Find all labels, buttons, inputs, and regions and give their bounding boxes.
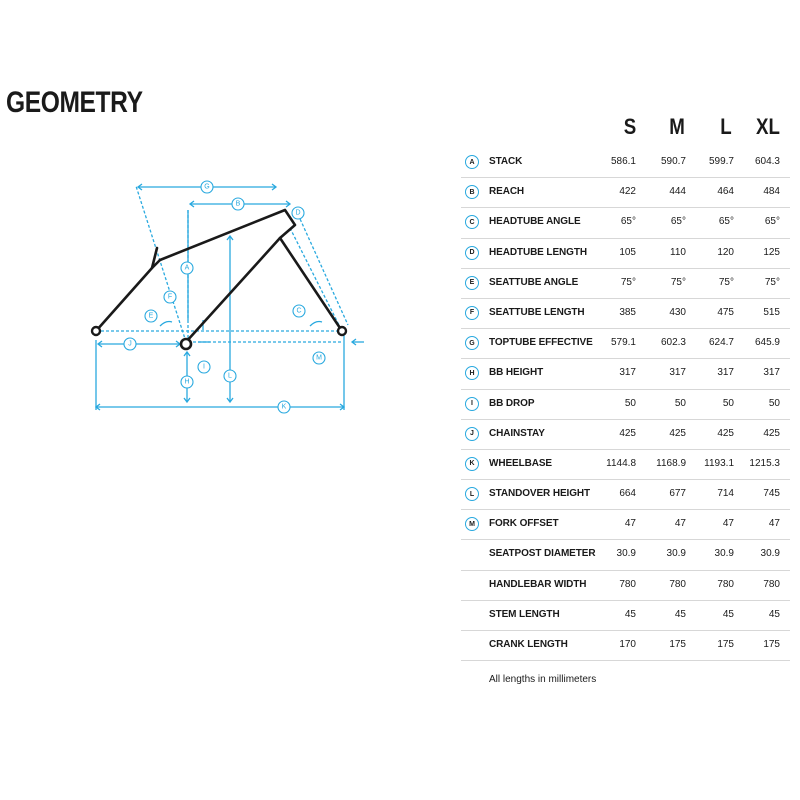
diagram-label-d: D [295, 209, 301, 217]
row-value-m: 30.9 [666, 548, 686, 560]
row-key-badge: C [465, 215, 479, 229]
table-row [461, 390, 790, 420]
row-value-s: 385 [619, 306, 636, 318]
row-value-xl: 50 [768, 397, 780, 409]
row-value-xl: 175 [763, 639, 780, 650]
diagram-label-j: J [128, 340, 132, 348]
row-value-s: 1144.8 [606, 457, 636, 469]
row-key-badge: K [465, 457, 479, 471]
row-value-l: 317 [717, 367, 734, 379]
row-name: SEATTUBE ANGLE [489, 276, 579, 288]
size-header-m: M [669, 114, 685, 139]
row-value-l: 1193.1 [704, 457, 734, 469]
row-name: STANDOVER HEIGHT [489, 488, 590, 500]
table-row [461, 540, 790, 570]
row-value-s: 664 [619, 488, 636, 500]
row-name: HEADTUBE LENGTH [489, 246, 587, 258]
row-key-badge: A [465, 155, 479, 169]
row-value-l: 464 [717, 186, 734, 198]
row-value-xl: 604.3 [754, 156, 780, 167]
row-value-xl: 484 [763, 186, 780, 198]
row-key-badge: B [465, 185, 479, 199]
row-value-xl: 425 [763, 427, 780, 439]
row-value-l: 475 [717, 306, 734, 318]
row-value-l: 120 [717, 246, 734, 258]
diagram-label-m: M [316, 354, 322, 362]
row-value-l: 714 [717, 488, 734, 500]
row-value-l: 425 [717, 427, 734, 439]
row-name: FORK OFFSET [489, 518, 559, 530]
row-value-s: 45 [624, 608, 636, 620]
row-value-s: 30.9 [616, 548, 636, 560]
diagram-label-l: L [228, 372, 232, 380]
table-row [461, 631, 790, 661]
row-value-l: 780 [717, 578, 734, 590]
diagram-label-e: E [148, 312, 154, 320]
row-value-xl: 645.9 [754, 337, 780, 349]
row-value-s: 75° [620, 276, 636, 288]
row-value-s: 425 [619, 427, 636, 439]
row-key-badge: L [465, 487, 479, 501]
row-name: STACK [489, 156, 523, 167]
row-value-m: 444 [669, 186, 686, 198]
row-value-s: 586.1 [610, 156, 636, 167]
row-value-l: 75° [718, 276, 734, 288]
diagram-label-a: A [184, 264, 190, 272]
row-value-xl: 30.9 [760, 548, 780, 560]
row-value-xl: 515 [763, 306, 780, 318]
row-key-badge: G [465, 336, 479, 350]
row-value-s: 317 [619, 367, 636, 379]
row-name: CHAINSTAY [489, 427, 545, 439]
row-value-xl: 745 [763, 488, 780, 500]
row-value-xl: 780 [763, 578, 780, 590]
row-value-m: 602.3 [660, 337, 686, 349]
row-value-xl: 47 [768, 518, 780, 530]
row-value-l: 624.7 [708, 337, 734, 349]
row-name: SEATPOST DIAMETER [489, 548, 596, 560]
row-value-m: 65° [670, 216, 686, 228]
diagram-label-i: I [203, 363, 205, 371]
row-name: CRANK LENGTH [489, 639, 568, 650]
size-header-l: L [720, 114, 732, 139]
row-value-xl: 75° [764, 276, 780, 288]
row-value-m: 425 [669, 427, 686, 439]
row-name: HANDLEBAR WIDTH [489, 578, 587, 590]
row-name: REACH [489, 186, 525, 198]
row-value-s: 579.1 [610, 337, 636, 349]
row-value-m: 590.7 [660, 156, 686, 167]
row-key-badge: J [465, 427, 479, 441]
frame-diagram-svg [80, 170, 380, 430]
row-value-s: 170 [619, 639, 636, 650]
row-value-m: 175 [669, 639, 686, 650]
row-value-s: 50 [624, 397, 636, 409]
row-name: SEATTUBE LENGTH [489, 306, 585, 318]
geometry-table [461, 148, 790, 661]
table-row [461, 480, 790, 510]
row-value-m: 430 [669, 306, 686, 318]
row-name: TOPTUBE EFFECTIVE [489, 337, 593, 349]
row-value-xl: 1215.3 [749, 457, 780, 469]
table-row [461, 329, 790, 359]
table-row [461, 359, 790, 389]
row-key-badge: F [465, 306, 479, 320]
row-key-badge: M [465, 517, 479, 531]
row-value-l: 599.7 [708, 156, 734, 167]
diagram-label-g: G [204, 183, 210, 191]
row-value-xl: 65° [764, 216, 780, 228]
row-name: STEM LENGTH [489, 608, 560, 620]
row-value-l: 50 [722, 397, 734, 409]
row-value-l: 47 [722, 518, 734, 530]
row-value-l: 30.9 [714, 548, 734, 560]
row-value-s: 65° [620, 216, 636, 228]
row-value-s: 780 [619, 578, 636, 590]
row-value-m: 45 [674, 608, 686, 620]
diagram-label-c: C [296, 307, 302, 315]
table-row [461, 601, 790, 631]
row-value-m: 75° [670, 276, 686, 288]
table-row [461, 510, 790, 540]
row-value-xl: 45 [768, 608, 780, 620]
row-key-badge: E [465, 276, 479, 290]
table-row [461, 420, 790, 450]
size-header-xl: XL [756, 114, 780, 139]
row-value-l: 175 [717, 639, 734, 650]
seat-axis-line [136, 186, 186, 342]
diagram-label-k: K [281, 403, 287, 411]
diagram-label-h: H [184, 378, 190, 386]
row-name: BB DROP [489, 397, 535, 409]
row-name: BB HEIGHT [489, 367, 544, 379]
table-row [461, 450, 790, 480]
row-name: HEADTUBE ANGLE [489, 216, 581, 228]
row-value-s: 47 [624, 518, 636, 530]
units-footnote: All lengths in millimeters [489, 674, 597, 685]
row-value-m: 1168.9 [656, 457, 686, 469]
row-value-m: 780 [669, 578, 686, 590]
diagram-label-f: F [167, 293, 173, 301]
row-key-badge: I [465, 397, 479, 411]
row-value-l: 45 [722, 608, 734, 620]
row-value-m: 317 [669, 367, 686, 379]
table-row [461, 571, 790, 601]
row-value-xl: 317 [763, 367, 780, 379]
row-value-l: 65° [718, 216, 734, 228]
size-header-row [0, 114, 800, 144]
row-value-m: 110 [670, 246, 686, 258]
size-header-s: S [623, 114, 637, 139]
row-value-s: 105 [619, 246, 636, 258]
geometry-diagram [80, 170, 380, 430]
row-value-m: 50 [674, 397, 686, 409]
table-row [461, 299, 790, 329]
row-value-xl: 125 [763, 246, 780, 258]
row-name: WHEELBASE [489, 457, 552, 469]
row-value-s: 422 [619, 186, 636, 198]
page-title: GEOMETRY [6, 86, 143, 119]
row-value-m: 47 [674, 518, 686, 530]
table-row [461, 178, 790, 208]
table-row [461, 208, 790, 238]
table-row [461, 148, 790, 178]
table-row [461, 239, 790, 269]
table-row [461, 269, 790, 299]
row-value-m: 677 [669, 488, 686, 500]
row-key-badge: D [465, 246, 479, 260]
diagram-label-b: B [235, 200, 241, 208]
row-key-badge: H [465, 366, 479, 380]
